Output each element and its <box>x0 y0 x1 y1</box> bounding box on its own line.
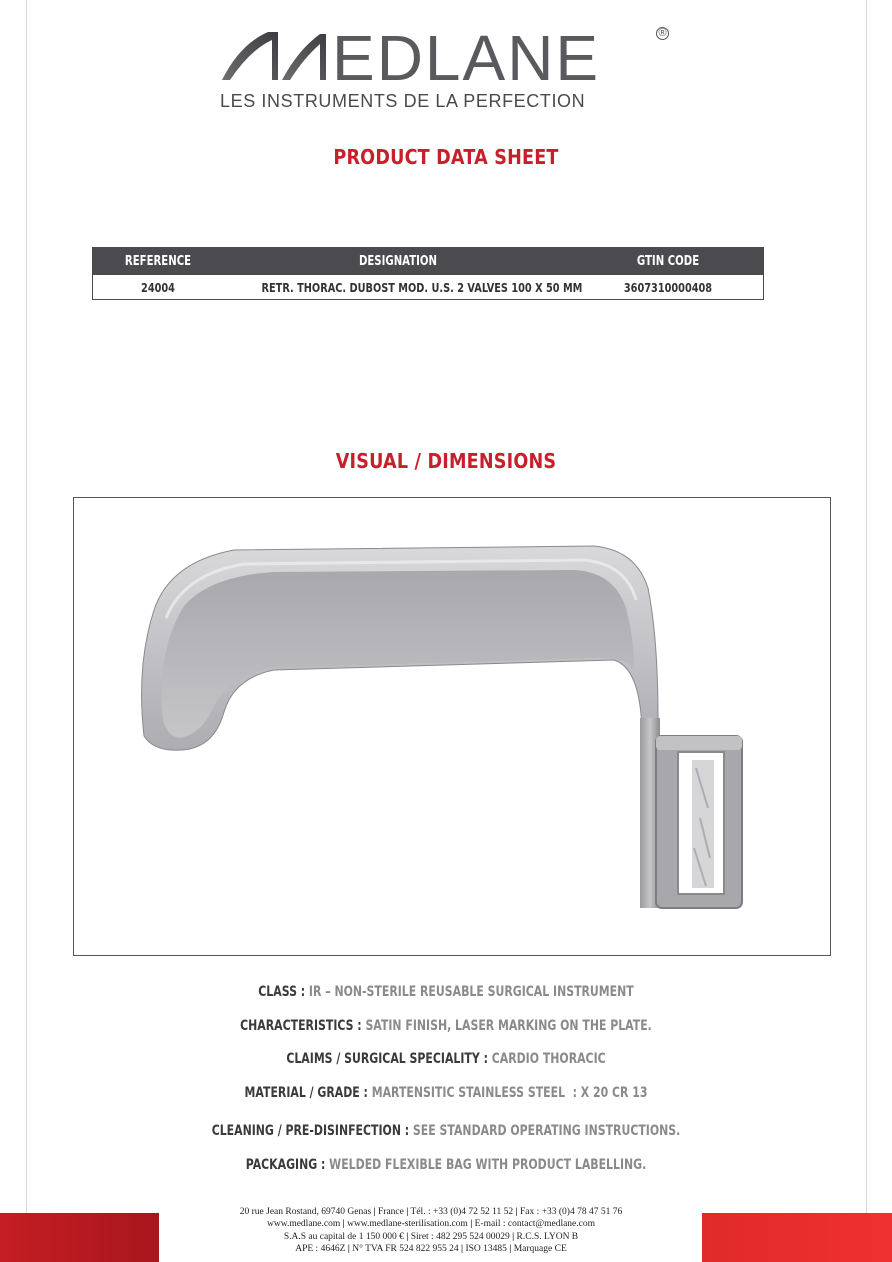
cell-reference: 24004 <box>141 279 175 295</box>
visual-section-title: VISUAL / DIMENSIONS <box>335 449 557 473</box>
footer-line-web: www.medlane.com | www.medlane-sterilisation.com | E-mail : contact@medlane.com <box>266 1219 595 1230</box>
spec-packaging: PACKAGING : WELDED FLEXIBLE BAG WITH PRODUCT LABELLING. <box>245 1157 647 1173</box>
footer-line-address: 20 rue Jean Rostand, 69740 Genas | France | Tél. : +33 (0)4 72 52 11 52 | Fax : +33 (0)4 78 47 51 76 <box>239 1207 623 1217</box>
handle-ring <box>656 736 742 908</box>
footer-red-bar-left <box>0 1213 159 1262</box>
product-visual-frame <box>73 497 831 956</box>
header-reference: REFERENCE <box>124 254 192 269</box>
spec-material: MATERIAL / GRADE : MARTENSITIC STAINLESS STEEL : X 20 CR 13 <box>244 1085 648 1101</box>
cell-gtin-code: 3607310000408 <box>623 279 713 295</box>
spec-claims: CLAIMS / SURGICAL SPECIALITY : CARDIO THORACIC <box>286 1051 606 1067</box>
footer-line-legal: S.A.S au capital de 1 150 000 € | Siret : 482 295 524 00029 | R.C.S. LYON B <box>283 1231 579 1242</box>
brand-tagline: LES INSTRUMENTS DE LA PERFECTION <box>220 91 586 111</box>
left-border-line <box>26 0 27 1262</box>
header-designation: DESIGNATION <box>358 254 438 269</box>
footer-line-certifications: APE : 4646Z | N° TVA FR 524 822 955 24 | ISO 13485 | Marquage CE <box>295 1244 567 1255</box>
retractor-image <box>74 498 830 955</box>
company-address-footer <box>160 1206 702 1256</box>
cell-designation: RETR. THORAC. DUBOST MOD. U.S. 2 VALVES 100 X 50 MM <box>261 279 583 295</box>
page-title: PRODUCT DATA SHEET <box>333 145 559 169</box>
registered-mark: ® <box>656 27 669 40</box>
brand-logo <box>0 18 892 118</box>
spec-cleaning: CLEANING / PRE-DISINFECTION : SEE STANDARD OPERATING INSTRUCTIONS. <box>211 1123 681 1139</box>
table-header-row <box>93 248 763 275</box>
footer-red-bar-right <box>702 1213 892 1262</box>
spec-characteristics: CHARACTERISTICS : SATIN FINISH, LASER MARKING ON THE PLATE. <box>240 1018 652 1034</box>
table-row <box>93 275 763 299</box>
spec-class: CLASS : IR – NON-STERILE REUSABLE SURGICAL INSTRUMENT <box>258 984 634 1000</box>
right-border-line <box>866 0 867 1262</box>
header-gtin-code: GTIN CODE <box>636 254 700 269</box>
svg-text:EDLANE: EDLANE <box>332 24 601 86</box>
medlane-logo-icon <box>220 24 650 86</box>
reference-table <box>92 247 764 300</box>
